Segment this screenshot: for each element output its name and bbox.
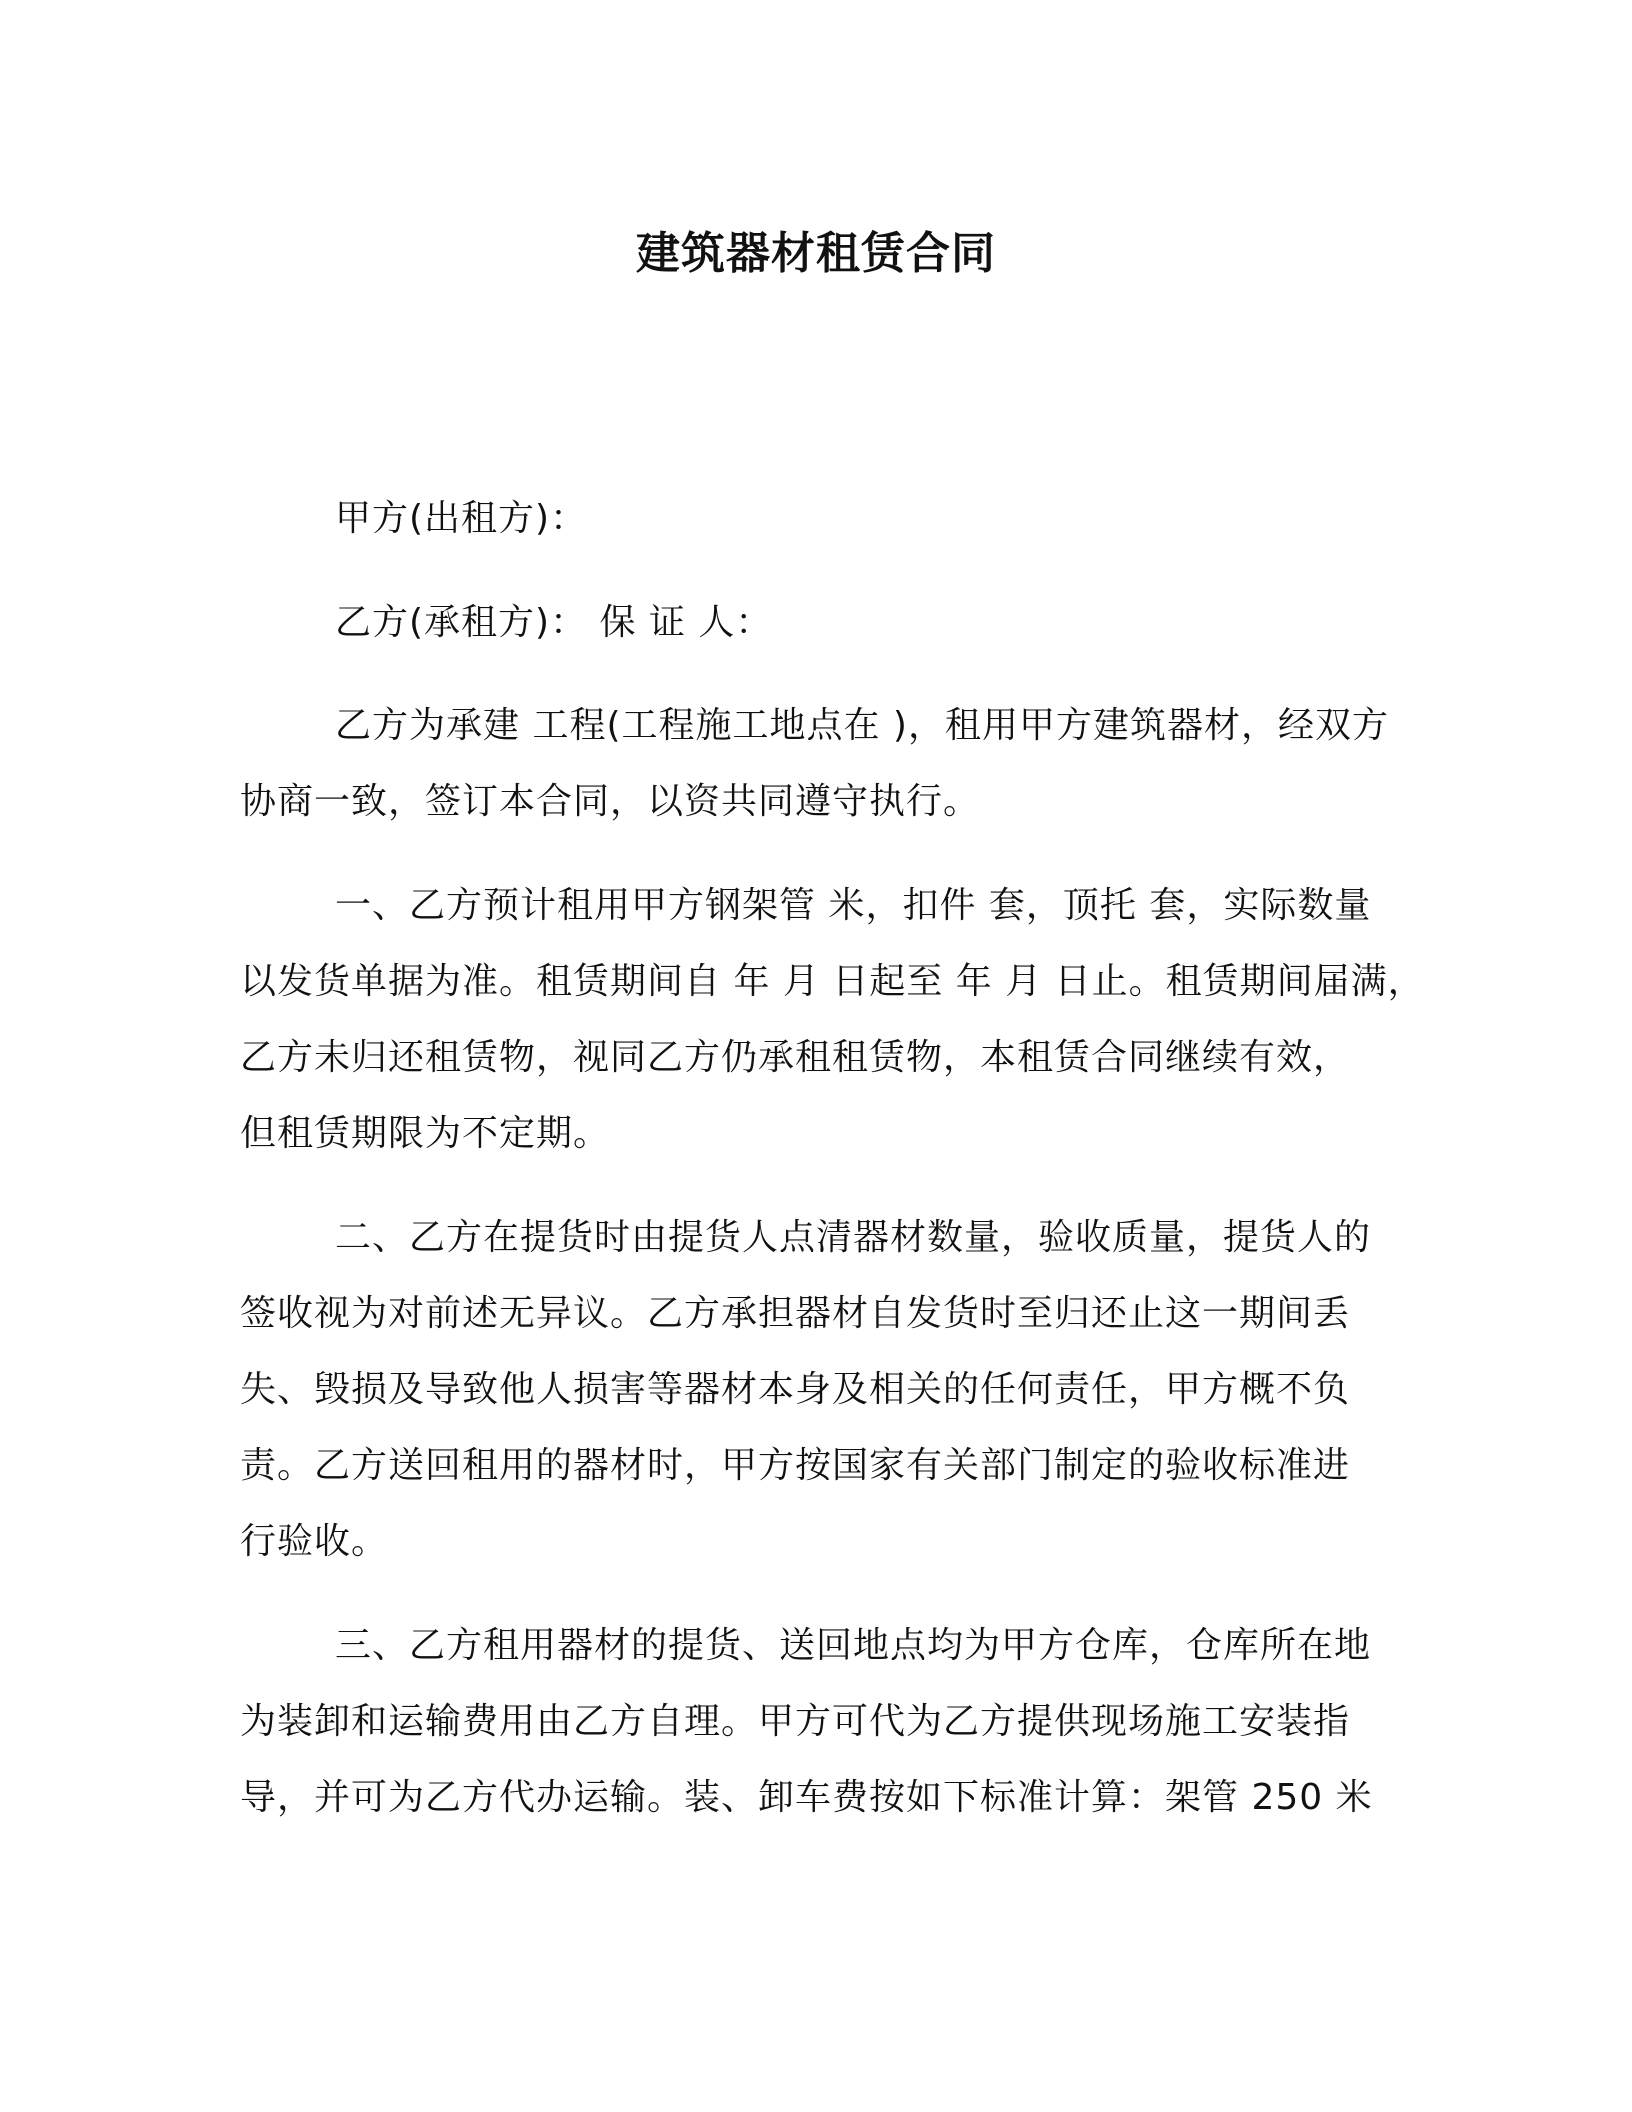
clause-2-line-5: 行验收。 [240,1521,389,1562]
party-b-line: 乙方(承租方)： 保 证 人： [335,602,773,643]
clause-2-line-4: 责。乙方送回租用的器材时，甲方按国家有关部门制定的验收标准进 [240,1445,1351,1486]
clause-2-line-3: 失、毁损及导致他人损害等器材本身及相关的任何责任，甲方概不负 [240,1369,1351,1410]
clause-1-line-2: 以发货单据为准。租赁期间自 年 月 日起至 年 月 日止。租赁期间届满， [240,961,1425,1002]
document-title: 建筑器材租赁合同 [636,228,996,279]
clause-1-line-3: 乙方未归还租赁物，视同乙方仍承租租赁物，本租赁合同继续有效， [240,1037,1351,1078]
clause-3-line-2: 为装卸和运输费用由乙方自理。甲方可代为乙方提供现场施工安装指 [240,1701,1351,1742]
intro-line-2: 协商一致，签订本合同，以资共同遵守执行。 [240,781,981,822]
party-a-line: 甲方(出租方)： [335,498,588,539]
clause-3-line-1: 三、乙方租用器材的提货、送回地点均为甲方仓库，仓库所在地 [335,1625,1372,1666]
clause-1-line-4: 但租赁期限为不定期。 [240,1113,611,1154]
clause-1-line-1: 一、乙方预计租用甲方钢架管 米，扣件 套，顶托 套，实际数量 [335,885,1372,926]
clause-2-line-1: 二、乙方在提货时由提货人点清器材数量，验收质量，提货人的 [335,1217,1372,1258]
clause-2-line-2: 签收视为对前述无异议。乙方承担器材自发货时至归还止这一期间丢 [240,1293,1351,1334]
intro-line-1: 乙方为承建 工程(工程施工地点在 )，租用甲方建筑器材，经双方 [335,705,1389,746]
clause-3-line-3: 导，并可为乙方代办运输。装、卸车费按如下标准计算：架管 250 米 [240,1777,1373,1818]
